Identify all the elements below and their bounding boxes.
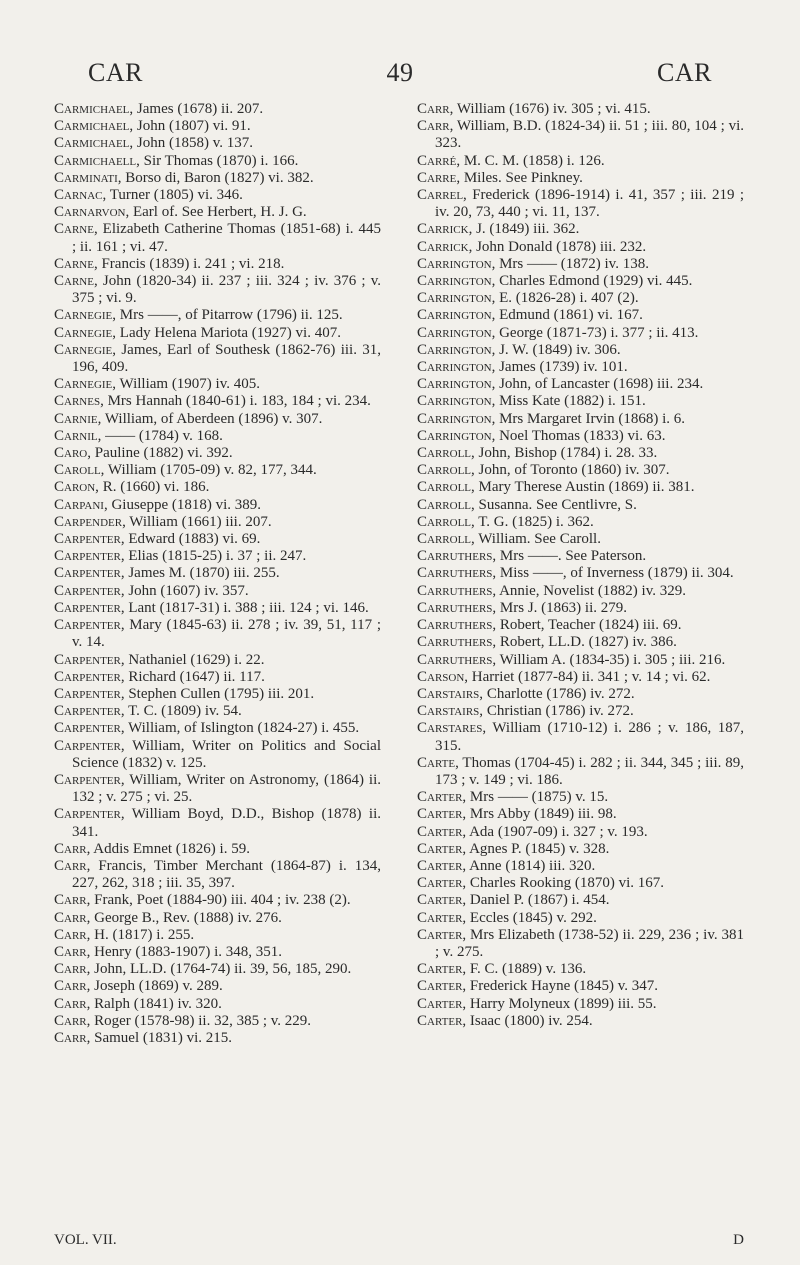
index-entry — [417, 548, 744, 565]
entry-surname: Carpenter, — [54, 617, 125, 634]
entry-details: Thomas (1704-45) i. 282 ; ii. 344, 345 ; iii. 89, 173 ; v. 149 ; vi. 186. — [435, 754, 744, 788]
index-entry — [417, 307, 744, 324]
index-entry — [417, 256, 744, 273]
index-entry — [417, 824, 744, 841]
index-entry — [417, 445, 744, 462]
index-entry — [54, 652, 381, 669]
entry-details: John, of Lancaster (1698) iii. 234. — [495, 376, 704, 393]
entry-details: Richard (1647) ii. 117. — [124, 668, 265, 685]
entry-surname: Carter, — [417, 840, 467, 857]
index-entry — [417, 978, 744, 995]
index-entry — [54, 961, 381, 978]
entry-details: Lady Helena Mariota (1927) vi. 407. — [116, 324, 341, 341]
entry-details: Borso di, Baron (1827) vi. 382. — [121, 169, 314, 186]
index-entry — [417, 634, 744, 651]
index-entry — [54, 101, 381, 118]
entry-details: Annie, Novelist (1882) iv. 329. — [496, 582, 686, 599]
entry-details: William, Writer on Politics and Social Science (1832) v. 125. — [72, 737, 381, 771]
index-entry — [54, 892, 381, 909]
entry-details: Nathaniel (1629) i. 22. — [124, 651, 265, 668]
entry-details: T. C. (1809) iv. 54. — [124, 703, 242, 720]
index-entry — [54, 428, 381, 445]
entry-surname: Carmichael, — [54, 101, 134, 117]
index-entry — [417, 892, 744, 909]
entry-surname: Carminati, — [54, 169, 122, 186]
index-entry — [417, 101, 744, 118]
index-entry — [54, 514, 381, 531]
entry-details: James (1739) iv. 101. — [495, 359, 628, 376]
entry-surname: Carr, — [54, 978, 91, 995]
index-entry — [54, 772, 381, 806]
entry-details: Turner (1805) vi. 346. — [106, 187, 243, 204]
entry-details: Francis (1839) i. 241 ; vi. 218. — [97, 255, 285, 272]
entry-surname: Carnes, — [54, 393, 104, 410]
entry-surname: Carmichael, — [54, 118, 134, 135]
entry-surname: Carter, — [417, 978, 467, 995]
entry-details: Pauline (1882) vi. 392. — [90, 445, 233, 462]
index-entry — [54, 325, 381, 342]
index-entry — [417, 514, 744, 531]
entry-surname: Carré, — [417, 152, 461, 169]
volume-label: VOL. VII. — [54, 1232, 117, 1248]
entry-details: William, of Aberdeen (1896) v. 307. — [101, 410, 323, 427]
entry-surname: Carre, — [417, 169, 461, 186]
index-entry — [54, 393, 381, 410]
entry-details: Stephen Cullen (1795) iii. 201. — [124, 685, 315, 702]
index-entry — [417, 703, 744, 720]
index-entry — [54, 910, 381, 927]
entry-surname: Carnil, — [54, 427, 102, 444]
entry-details: Mrs —— (1872) iv. 138. — [495, 255, 649, 272]
entry-details: J. (1849) iii. 362. — [472, 221, 580, 238]
entry-surname: Carrington, — [417, 393, 496, 410]
entry-details: William, of Islington (1824-27) i. 455. — [124, 720, 360, 737]
entry-surname: Carr, — [54, 892, 91, 909]
entry-details: Giuseppe (1818) vi. 389. — [107, 496, 262, 513]
page-header — [88, 58, 712, 88]
index-entry — [417, 1013, 744, 1030]
entry-details: Frederick (1896-1914) i. 41, 357 ; iii. 219 ; iv. 20, 73, 440 ; vi. 11, 137. — [435, 187, 744, 221]
entry-surname: Carr, — [54, 943, 91, 960]
index-entry — [54, 204, 381, 221]
entry-details: Mrs Margaret Irvin (1868) i. 6. — [495, 410, 686, 427]
entry-surname: Carr, — [54, 995, 91, 1012]
entry-surname: Carruthers, — [417, 548, 497, 565]
entry-details: Christian (1786) iv. 272. — [483, 703, 634, 720]
entry-details: Roger (1578-98) ii. 32, 385 ; v. 229. — [90, 1012, 312, 1029]
entry-details: Sir Thomas (1870) i. 166. — [139, 152, 299, 169]
signature-mark: D — [733, 1232, 744, 1248]
entry-surname: Caron, — [54, 479, 99, 496]
index-entry — [54, 944, 381, 961]
entry-details: Miss ——, of Inverness (1879) ii. 304. — [496, 565, 734, 582]
entry-surname: Carroll, — [417, 531, 475, 548]
entry-surname: Carrington, — [417, 255, 496, 272]
entry-details: Isaac (1800) iv. 254. — [466, 1012, 593, 1029]
index-entry — [417, 652, 744, 669]
entry-surname: Carruthers, — [417, 617, 497, 634]
index-entry — [54, 617, 381, 651]
entry-surname: Carruthers, — [417, 651, 497, 668]
entry-surname: Carter, — [417, 806, 467, 823]
entry-details: Noel Thomas (1833) vi. 63. — [495, 427, 666, 444]
entry-details: William (1661) iii. 207. — [125, 513, 272, 530]
entry-surname: Carpenter, — [54, 720, 125, 737]
entry-surname: Carrick, — [417, 238, 473, 255]
index-entry — [54, 256, 381, 273]
index-entry — [54, 479, 381, 496]
entry-surname: Carrel, — [417, 187, 467, 204]
entry-details: John (1607) iv. 357. — [124, 582, 249, 599]
entry-surname: Carruthers, — [417, 599, 497, 616]
entry-surname: Carroll, — [417, 513, 475, 530]
entry-surname: Carpani, — [54, 496, 108, 513]
entry-details: Samuel (1831) vi. 215. — [90, 1029, 233, 1046]
index-entry — [54, 548, 381, 565]
entry-details: John Donald (1878) iii. 232. — [472, 238, 647, 255]
entry-surname: Carne, — [54, 273, 98, 290]
entry-surname: Carpenter, — [54, 548, 125, 565]
entry-surname: Carrington, — [417, 359, 496, 376]
entry-surname: Carter, — [417, 823, 467, 840]
entry-details: M. C. M. (1858) i. 126. — [460, 152, 605, 169]
entry-details: George B., Rev. (1888) iv. 276. — [90, 909, 282, 926]
entry-details: Frederick Hayne (1845) v. 347. — [466, 978, 659, 995]
entry-surname: Carstairs, — [417, 685, 484, 702]
entry-surname: Carnegie, — [54, 324, 117, 341]
index-entry — [417, 428, 744, 445]
entry-surname: Carrington, — [417, 427, 496, 444]
index-entry — [417, 996, 744, 1013]
entry-surname: Carne, — [54, 221, 98, 238]
entry-details: Anne (1814) iii. 320. — [466, 857, 596, 874]
index-entry — [417, 806, 744, 823]
entry-details: William A. (1834-35) i. 305 ; iii. 216. — [496, 651, 726, 668]
index-entry — [54, 153, 381, 170]
index-entry — [417, 875, 744, 892]
index-entry — [54, 978, 381, 995]
entry-details: Mrs Elizabeth (1738-52) ii. 229, 236 ; iv. 381 ; v. 275. — [435, 926, 744, 960]
entry-details: Daniel P. (1867) i. 454. — [466, 892, 610, 909]
index-entry — [54, 531, 381, 548]
index-entry — [54, 996, 381, 1013]
entry-details: Miss Kate (1882) i. 151. — [495, 393, 646, 410]
index-entry — [54, 118, 381, 135]
entry-surname: Carr, — [417, 101, 454, 117]
index-entry — [54, 720, 381, 737]
running-head-right: CAR — [657, 58, 712, 87]
index-entry — [417, 411, 744, 428]
index-entry — [54, 342, 381, 376]
entry-details: William (1907) iv. 405. — [116, 376, 260, 393]
entry-surname: Carpenter, — [54, 685, 125, 702]
index-entry — [417, 170, 744, 187]
entry-surname: Carnegie, — [54, 376, 117, 393]
index-entry — [417, 153, 744, 170]
entry-details: F. C. (1889) v. 136. — [466, 961, 587, 978]
entry-details: Charles Edmond (1929) vi. 445. — [495, 273, 693, 290]
index-entry — [417, 720, 744, 754]
entry-surname: Carrick, — [417, 221, 473, 238]
running-head-left: CAR — [88, 58, 143, 87]
entry-surname: Carpenter, — [54, 651, 125, 668]
entry-details: R. (1660) vi. 186. — [98, 479, 210, 496]
index-column-left — [54, 101, 381, 1047]
index-entry — [417, 325, 744, 342]
index-entry — [417, 669, 744, 686]
index-entry — [417, 221, 744, 238]
entry-details: Harriet (1877-84) ii. 341 ; v. 14 ; vi. 62. — [468, 668, 711, 685]
entry-surname: Carter, — [417, 857, 467, 874]
entry-details: Ada (1907-09) i. 327 ; v. 193. — [466, 823, 648, 840]
entry-surname: Carnegie, — [54, 307, 117, 324]
entry-details: William. See Caroll. — [474, 531, 601, 548]
index-entry — [54, 841, 381, 858]
entry-surname: Carstares, — [417, 720, 487, 737]
entry-surname: Carpender, — [54, 513, 126, 530]
index-entry — [417, 239, 744, 256]
entry-details: William (1705-09) v. 82, 177, 344. — [104, 462, 317, 479]
entry-surname: Carroll, — [417, 462, 475, 479]
entry-surname: Carr, — [54, 926, 91, 943]
entry-details: James (1678) ii. 207. — [133, 101, 264, 117]
entry-details: Mrs Hannah (1840-61) i. 183, 184 ; vi. 234. — [103, 393, 371, 410]
entry-surname: Carter, — [417, 995, 467, 1012]
entry-details: H. (1817) i. 255. — [90, 926, 195, 943]
index-entry — [417, 927, 744, 961]
index-entry — [54, 927, 381, 944]
index-entry — [417, 755, 744, 789]
entry-surname: Carnac, — [54, 187, 107, 204]
entry-details: Robert, Teacher (1824) iii. 69. — [496, 617, 682, 634]
index-entry — [54, 445, 381, 462]
entry-details: Miles. See Pinkney. — [460, 169, 583, 186]
index-entry — [417, 462, 744, 479]
index-entry — [54, 497, 381, 514]
entry-details: William (1676) iv. 305 ; vi. 415. — [453, 101, 651, 117]
entry-details: —— (1784) v. 168. — [101, 427, 223, 444]
index-entry — [417, 686, 744, 703]
entry-details: T. G. (1825) i. 362. — [474, 513, 594, 530]
index-entry — [417, 497, 744, 514]
index-entry — [54, 411, 381, 428]
entry-details: William (1710-12) i. 286 ; v. 186, 187, 315. — [435, 720, 744, 754]
entry-surname: Carrington, — [417, 324, 496, 341]
entry-surname: Carrington, — [417, 410, 496, 427]
entry-surname: Carr, — [417, 118, 454, 135]
entry-surname: Carruthers, — [417, 634, 497, 651]
entry-surname: Carruthers, — [417, 582, 497, 599]
entry-details: Henry (1883-1907) i. 348, 351. — [90, 943, 283, 960]
entry-details: Edmund (1861) vi. 167. — [495, 307, 643, 324]
entry-details: Elizabeth Catherine Thomas (1851-68) i. 445 ; ii. 161 ; vi. 47. — [72, 221, 381, 255]
entry-details: Frank, Poet (1884-90) iii. 404 ; iv. 238 (2). — [90, 892, 351, 909]
entry-surname: Carruthers, — [417, 565, 497, 582]
entry-details: Harry Molyneux (1899) iii. 55. — [466, 995, 657, 1012]
index-entry — [417, 565, 744, 582]
entry-details: Eccles (1845) v. 292. — [466, 909, 597, 926]
entry-surname: Carrington, — [417, 376, 496, 393]
index-entry — [417, 479, 744, 496]
index-entry — [54, 583, 381, 600]
entry-surname: Carter, — [417, 875, 467, 892]
entry-surname: Carr, — [54, 1012, 91, 1029]
entry-details: John (1858) v. 137. — [133, 135, 254, 152]
entry-details: Mrs ——, of Pitarrow (1796) ii. 125. — [116, 307, 343, 324]
entry-surname: Carter, — [417, 926, 467, 943]
entry-surname: Carter, — [417, 789, 467, 806]
entry-details: John (1807) vi. 91. — [133, 118, 251, 135]
index-entry — [54, 135, 381, 152]
entry-details: John, LL.D. (1764-74) ii. 39, 56, 185, 290. — [90, 961, 352, 978]
entry-surname: Carroll, — [417, 479, 475, 496]
index-entry — [417, 583, 744, 600]
entry-details: Joseph (1869) v. 289. — [90, 978, 223, 995]
entry-surname: Carr, — [54, 909, 91, 926]
entry-surname: Carson, — [417, 668, 469, 685]
entry-details: Charles Rooking (1870) vi. 167. — [466, 875, 665, 892]
index-entry — [54, 806, 381, 840]
entry-details: Mrs ——. See Paterson. — [496, 548, 647, 565]
index-entry — [54, 187, 381, 204]
index-entry — [417, 290, 744, 307]
index-entry — [54, 669, 381, 686]
entry-details: Susanna. See Centlivre, S. — [474, 496, 637, 513]
entry-surname: Carr, — [54, 840, 91, 857]
entry-surname: Carpenter, — [54, 806, 125, 823]
entry-surname: Carroll, — [417, 496, 475, 513]
index-entry — [54, 462, 381, 479]
entry-surname: Caroll, — [54, 462, 105, 479]
index-entry — [54, 686, 381, 703]
entry-details: Robert, LL.D. (1827) iv. 386. — [496, 634, 677, 651]
index-entry — [54, 1030, 381, 1047]
entry-surname: Carmichaell, — [54, 152, 140, 169]
entry-surname: Carrington, — [417, 290, 496, 307]
entry-surname: Carter, — [417, 892, 467, 909]
index-entry — [417, 789, 744, 806]
index-entry — [417, 273, 744, 290]
index-entry — [417, 531, 744, 548]
entry-details: Mrs Abby (1849) iii. 98. — [466, 806, 617, 823]
entry-details: William, B.D. (1824-34) ii. 51 ; iii. 80, 104 ; vi. 323. — [435, 118, 744, 152]
index-entry — [54, 376, 381, 393]
entry-details: Francis, Timber Merchant (1864-87) i. 134, 227, 262, 318 ; iii. 35, 397. — [72, 857, 381, 892]
entry-surname: Carne, — [54, 255, 98, 272]
entry-surname: Carpenter, — [54, 565, 125, 582]
index-entry — [417, 359, 744, 376]
index-entry — [54, 221, 381, 255]
entry-surname: Carrington, — [417, 307, 496, 324]
index-entry — [417, 376, 744, 393]
entry-details: Mrs —— (1875) v. 15. — [466, 789, 609, 806]
entry-surname: Carte, — [417, 754, 459, 771]
entry-surname: Carter, — [417, 1012, 467, 1029]
entry-surname: Carter, — [417, 909, 467, 926]
entry-surname: Carmichael, — [54, 135, 134, 152]
index-entry — [417, 118, 744, 152]
index-entry — [54, 703, 381, 720]
entry-details: Addis Emnet (1826) i. 59. — [90, 840, 250, 857]
index-entry — [417, 858, 744, 875]
entry-details: William, Writer on Astronomy, (1864) ii. 132 ; v. 275 ; vi. 25. — [72, 771, 381, 806]
index-entry — [54, 1013, 381, 1030]
index-entry — [417, 961, 744, 978]
index-column-right — [417, 101, 744, 1030]
entry-details: James, Earl of Southesk (1862-76) iii. 31, 196, 409. — [72, 341, 381, 376]
entry-surname: Carr, — [54, 961, 91, 978]
entry-surname: Caro, — [54, 445, 91, 462]
index-entry — [54, 565, 381, 582]
index-entry — [417, 393, 744, 410]
entry-details: Mary Therese Austin (1869) ii. 381. — [474, 479, 695, 496]
index-entry — [417, 841, 744, 858]
entry-surname: Carpenter, — [54, 582, 125, 599]
entry-details: E. (1826-28) i. 407 (2). — [495, 290, 639, 307]
entry-surname: Carpenter, — [54, 737, 125, 754]
entry-details: John, of Toronto (1860) iv. 307. — [474, 462, 670, 479]
entry-details: Earl of. See Herbert, H. J. G. — [129, 204, 307, 221]
entry-details: John, Bishop (1784) i. 28. 33. — [474, 445, 658, 462]
index-entry — [417, 187, 744, 221]
entry-surname: Carpenter, — [54, 668, 125, 685]
entry-surname: Carnie, — [54, 410, 102, 427]
entry-details: Mrs J. (1863) ii. 279. — [496, 599, 627, 616]
entry-surname: Carter, — [417, 961, 467, 978]
index-entry — [417, 342, 744, 359]
entry-details: James M. (1870) iii. 255. — [124, 565, 280, 582]
index-entry — [417, 910, 744, 927]
entry-surname: Carpenter, — [54, 703, 125, 720]
index-entry — [54, 738, 381, 772]
entry-details: Lant (1817-31) i. 388 ; iii. 124 ; vi. 146. — [124, 599, 369, 616]
page-number: 49 — [386, 58, 414, 87]
entry-details: Ralph (1841) iv. 320. — [90, 995, 222, 1012]
entry-details: John (1820-34) ii. 237 ; iii. 324 ; iv. 376 ; v. 375 ; vi. 9. — [72, 273, 381, 307]
index-entry — [54, 600, 381, 617]
entry-surname: Carrington, — [417, 341, 496, 358]
index-entry — [54, 170, 381, 187]
entry-details: George (1871-73) i. 377 ; ii. 413. — [495, 324, 699, 341]
entry-details: Mary (1845-63) ii. 278 ; iv. 39, 51, 117 ; v. 14. — [72, 617, 381, 651]
entry-details: Elias (1815-25) i. 37 ; ii. 247. — [124, 548, 307, 565]
index-entry — [54, 307, 381, 324]
entry-surname: Carrington, — [417, 273, 496, 290]
index-entry — [54, 273, 381, 307]
entry-surname: Carpenter, — [54, 599, 125, 616]
index-entry — [417, 600, 744, 617]
entry-details: Edward (1883) vi. 69. — [124, 531, 261, 548]
entry-surname: Carr, — [54, 1029, 91, 1046]
entry-details: Charlotte (1786) iv. 272. — [483, 685, 635, 702]
entry-surname: Carnarvon, — [54, 204, 130, 221]
entry-surname: Carr, — [54, 857, 91, 874]
entry-surname: Carstairs, — [417, 703, 484, 720]
index-entry — [417, 617, 744, 634]
index-entry — [54, 858, 381, 892]
entry-details: William Boyd, D.D., Bishop (1878) ii. 341. — [72, 806, 381, 840]
entry-surname: Carroll, — [417, 445, 475, 462]
entry-surname: Carnegie, — [54, 341, 117, 358]
entry-details: Agnes P. (1845) v. 328. — [466, 840, 610, 857]
entry-surname: Carpenter, — [54, 771, 125, 788]
entry-details: J. W. (1849) iv. 306. — [495, 341, 621, 358]
entry-surname: Carpenter, — [54, 531, 125, 548]
